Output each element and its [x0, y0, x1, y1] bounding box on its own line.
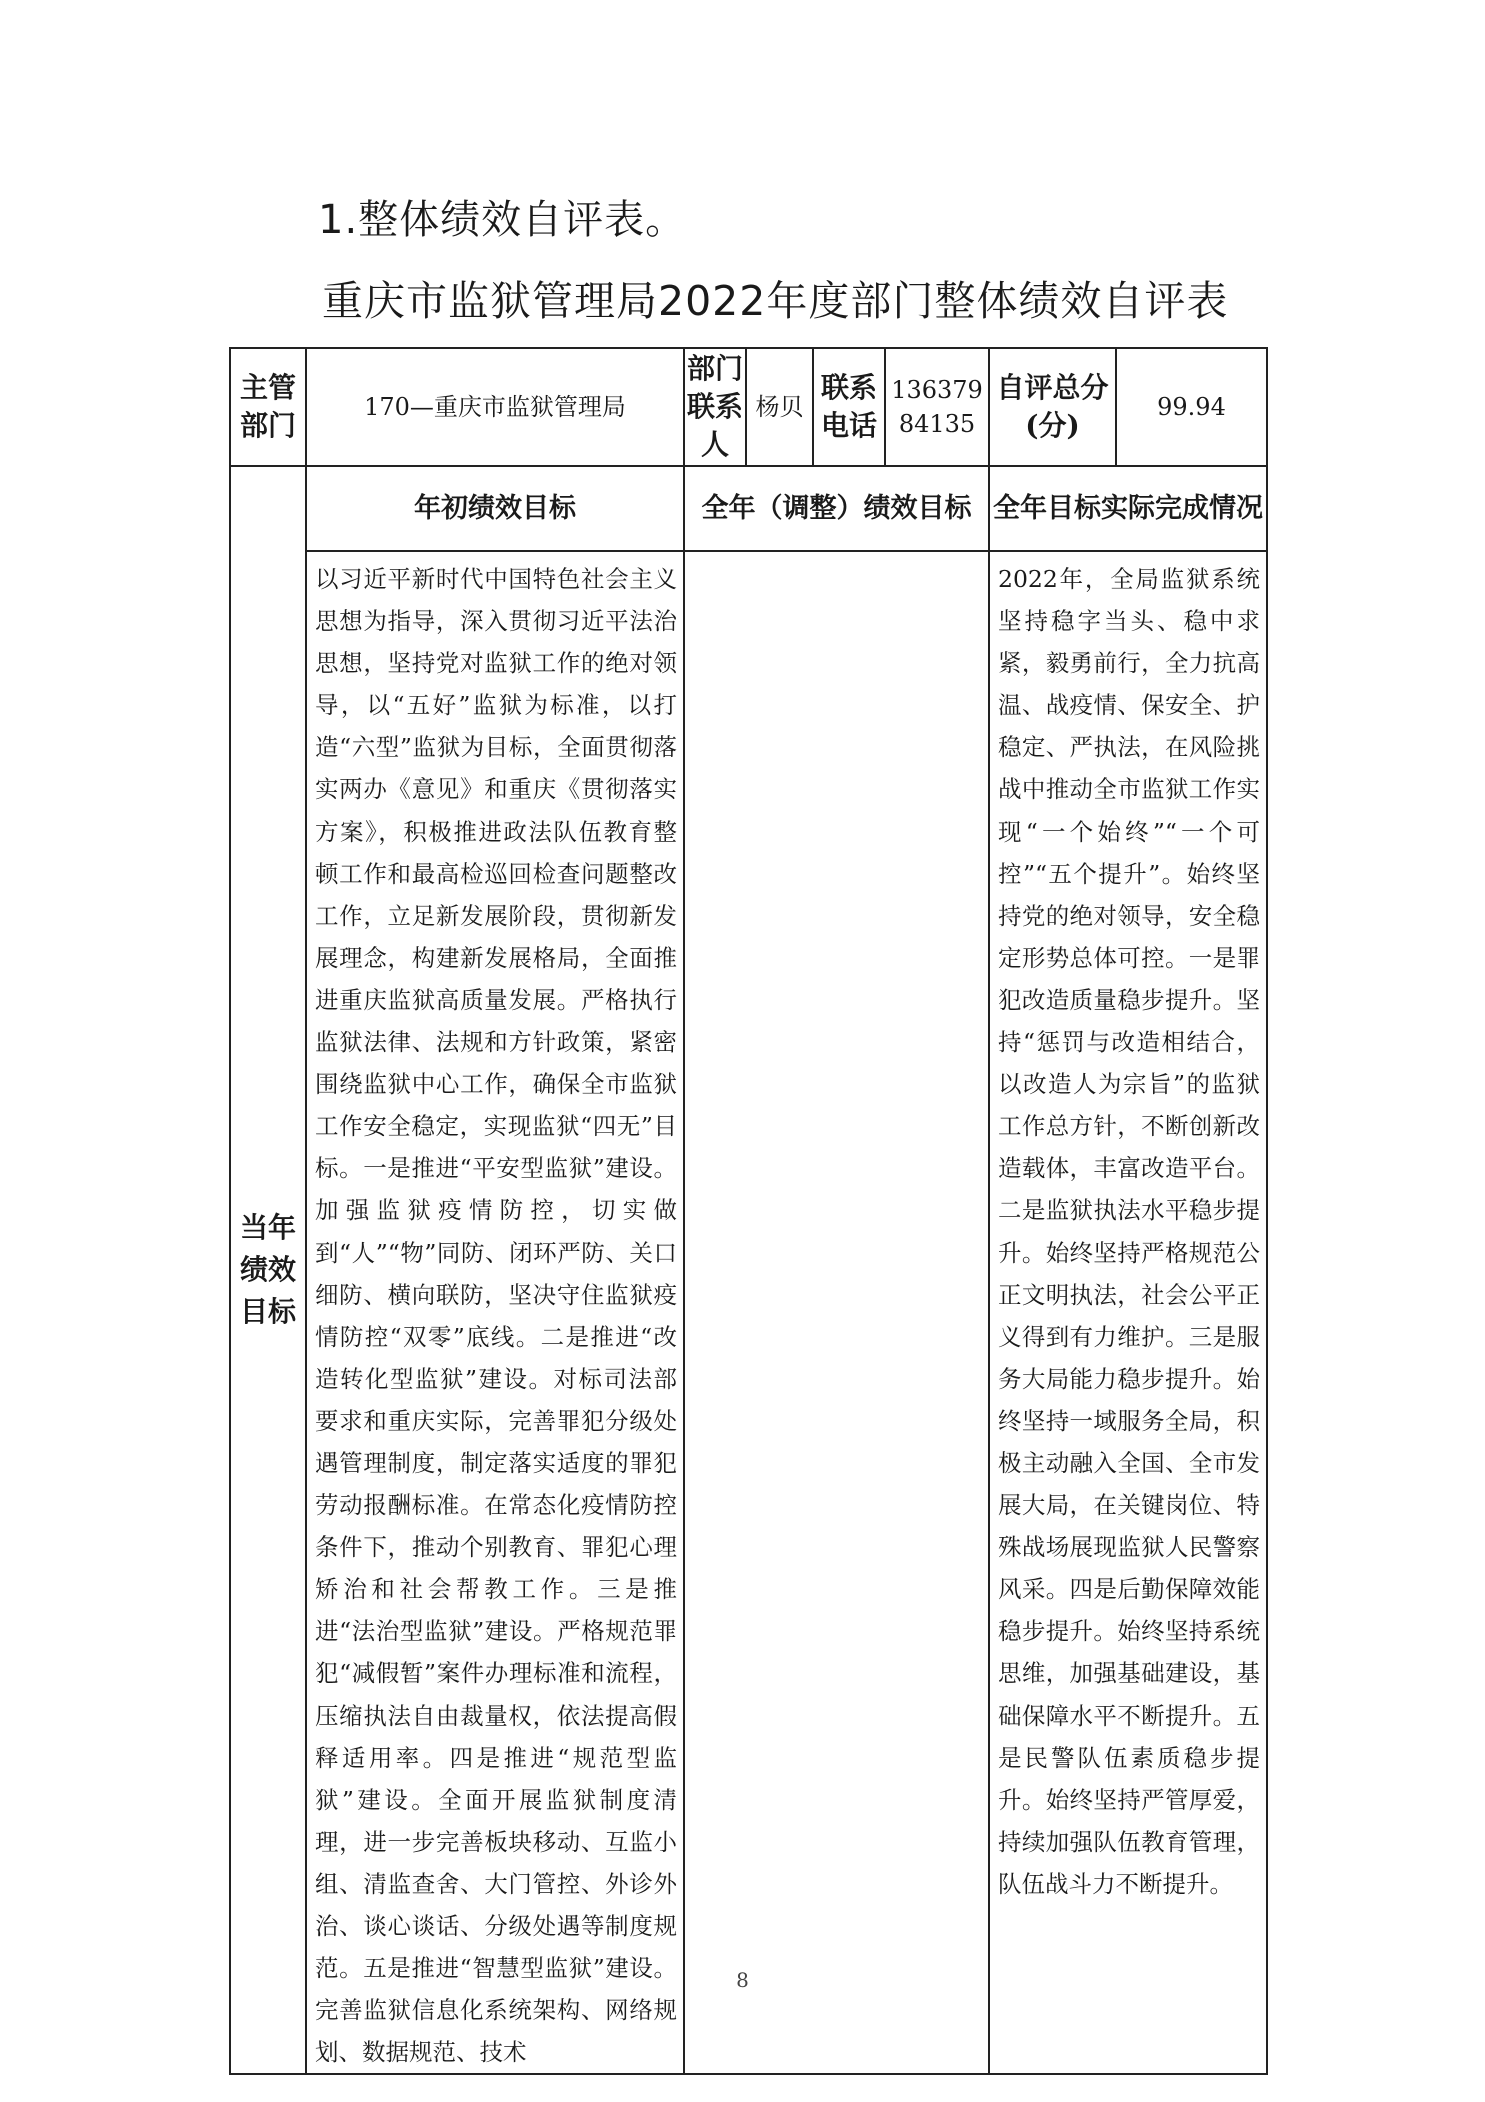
- phone-value: 13637984135: [885, 348, 989, 466]
- self-evaluation-table: [229, 347, 1268, 2075]
- dept-label: 主管部门: [230, 348, 306, 466]
- actual-result-text: 2022年，全局监狱系统坚持稳字当头、稳中求紧，毅勇前行，全力抗高温、战疫情、保安全、护稳定、严执法，在风险挑战中推动全市监狱工作实现“一个始终”“一个可控”“五个提升”。始终坚持党的绝对领导，安全稳定形势总体可控。一是罪犯改造质量稳步提升。坚持“惩罚与改造相结合，以改造人为宗旨”的监狱工作总方针，不断创新改造载体，丰富改造平台。二是监狱执法水平稳步提升。始终坚持严格规范公正文明执法，社会公平正义得到有力维护。三是服务大局能力稳步提升。始终坚持一域服务全局，积极主动融入全国、全市发展大局，在关键岗位、特殊战场展现监狱人民警察风采。四是后勤保障效能稳步提升。始终坚持系统思维，加强基础建设，基础保障水平不断提升。五是民警队伍素质稳步提升。始终坚持严管厚爱，持续加强队伍教育管理，队伍战斗力不断提升。: [989, 551, 1267, 2074]
- initial-goal-text: 以习近平新时代中国特色社会主义思想为指导，深入贯彻习近平法治思想，坚持党对监狱工作的绝对领导，以“五好”监狱为标准，以打造“六型”监狱为目标，全面贯彻落实两办《意见》和重庆《贯彻落实方案》，积极推进政法队伍教育整顿工作和最高检巡回检查问题整改工作，立足新发展阶段，贯彻新发展理念，构建新发展格局，全面推进重庆监狱高质量发展。严格执行监狱法律、法规和方针政策，紧密围绕监狱中心工作，确保全市监狱工作安全稳定，实现监狱“四无”目标。一是推进“平安型监狱”建设。加强监狱疫情防控，切实做到“人”“物”同防、闭环严防、关口细防、横向联防，坚决守住监狱疫情防控“双零”底线。二是推进“改造转化型监狱”建设。对标司法部要求和重庆实际，完善罪犯分级处遇管理制度，制定落实适度的罪犯劳动报酬标准。在常态化疫情防控条件下，推动个别教育、罪犯心理矫治和社会帮教工作。三是推进“法治型监狱”建设。严格规范罪犯“减假暂”案件办理标准和流程，压缩执法自由裁量权，依法提高假释适用率。四是推进“规范型监狱”建设。全面开展监狱制度清理，进一步完善板块移动、互监小组、清监查舍、大门管控、外诊外治、谈心谈话、分级处遇等制度规范。五是推进“智慧型监狱”建设。完善监狱信息化系统架构、网络规划、数据规范、技术: [306, 551, 684, 2074]
- dept-value: 170—重庆市监狱管理局: [306, 348, 684, 466]
- col-initial-goal: 年初绩效目标: [306, 466, 684, 551]
- column-header-row: [230, 466, 1267, 551]
- section-heading: 1.整体绩效自评表。: [318, 197, 687, 243]
- page-number: 8: [736, 1968, 749, 1992]
- header-row: [230, 348, 1267, 466]
- score-value: 99.94: [1116, 348, 1267, 466]
- col-adjusted-goal: 全年（调整）绩效目标: [684, 466, 989, 551]
- contact-label: 部门联系人: [684, 348, 746, 466]
- col-actual-result: 全年目标实际完成情况: [989, 466, 1267, 551]
- content-row: [230, 551, 1267, 2074]
- adjusted-goal-text: [684, 551, 989, 2074]
- score-label: 自评总分(分): [989, 348, 1116, 466]
- side-label: 当年绩效目标: [230, 466, 306, 2074]
- table-title: 重庆市监狱管理局2022年度部门整体绩效自评表: [322, 277, 1229, 325]
- contact-value: 杨贝: [746, 348, 813, 466]
- phone-label: 联系电话: [813, 348, 885, 466]
